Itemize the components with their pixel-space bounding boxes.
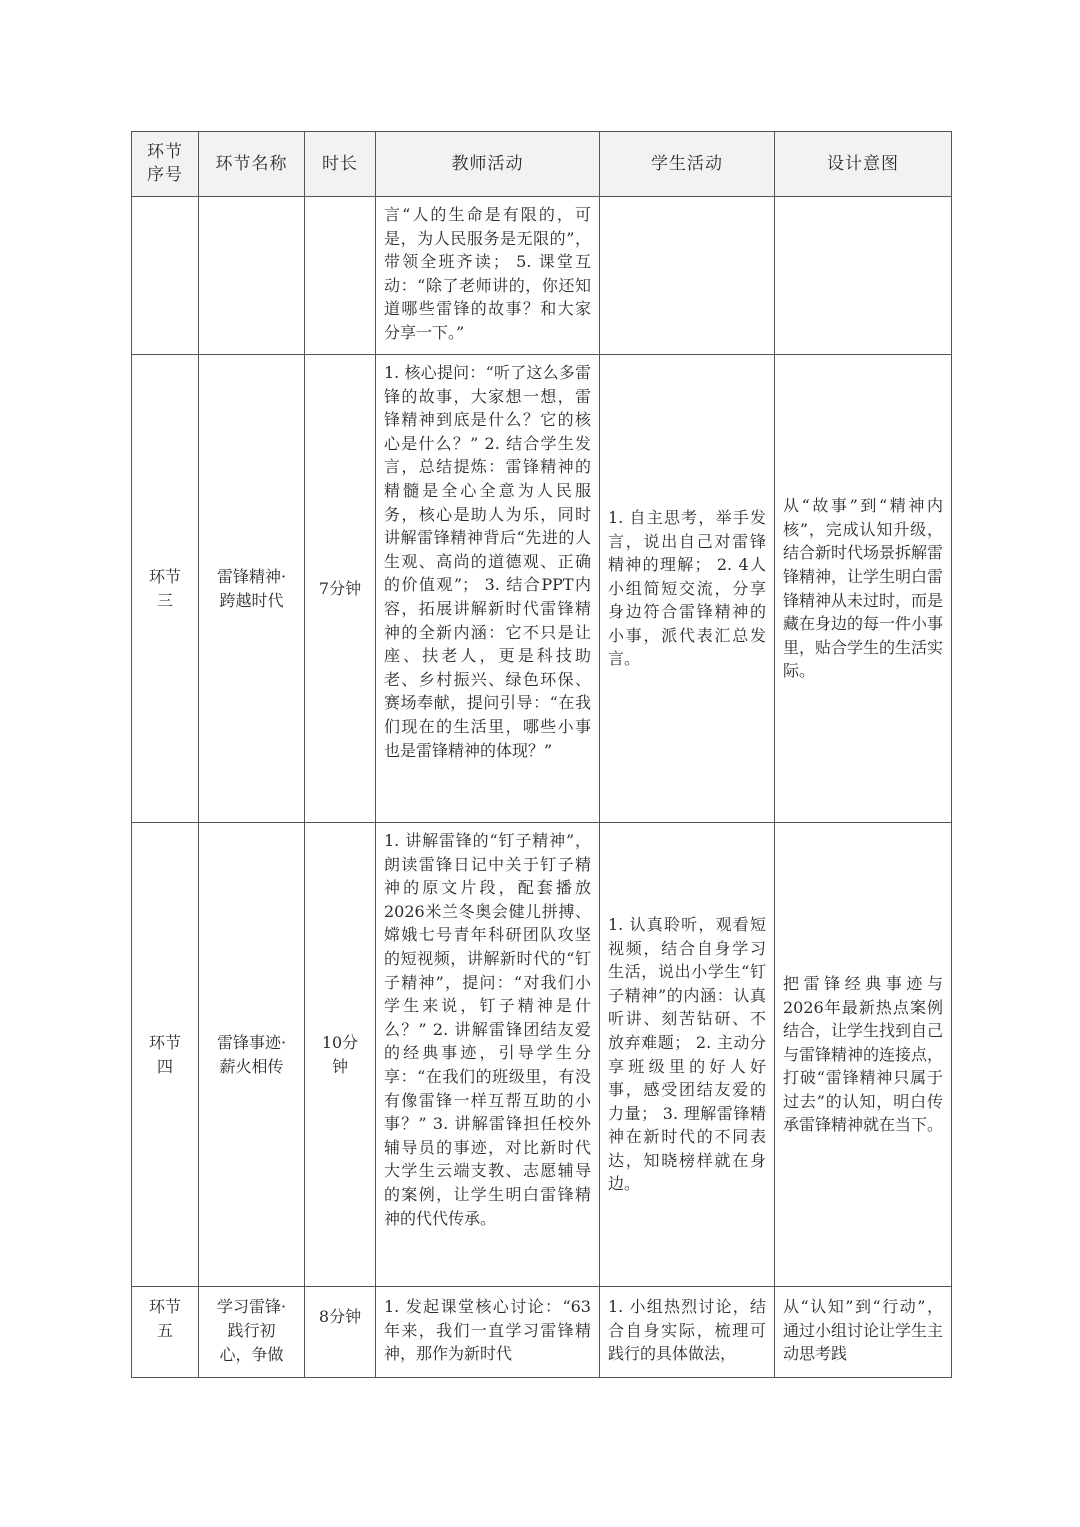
teacher-activity-cell [376, 197, 600, 355]
section-number-cell [132, 355, 199, 823]
duration-cell: 7分钟 [305, 355, 376, 823]
duration-text: 8分钟 [318, 1307, 362, 1326]
section-name-cell [199, 823, 305, 1287]
table-row [132, 823, 952, 1287]
design-intent-text: 从“认知”到“行动”，通过小组讨论让学生主动思考践 [783, 1297, 943, 1364]
section-name-text: 学习雷锋·践行初心，争做 [216, 1297, 287, 1364]
student-activity-cell: 1. 认真聆听，观看短视频，结合自身学习生活，说出小学生“钉子精神”的内涵：认真听讲、刻苦钻研、不放弃难题； 2. 主动分享班级里的好人好事，感受团结友爱的力量； 3. 理解雷锋精神在新时代的不同表达，知晓榜样就在身边。 [600, 823, 775, 1287]
section-name-text: 雷锋精神·跨越时代 [216, 566, 287, 610]
header-section-number: 环节序号 [132, 132, 199, 197]
teacher-activity-text: 1. 发起课堂核心讨论：“63年来，我们一直学习雷锋精神，那作为新时代 [384, 1297, 591, 1364]
duration-text: 10分钟 [321, 1032, 359, 1076]
teacher-activity-text: 1. 核心提问：“听了这么多雷锋的故事，大家想一想，雷锋精神到底是什么？它的核心是什么？” 2. 结合学生发言，总结提炼：雷锋精神的精髓是全心全意为人民服务，核心是助人为乐，同时讲解雷锋精神背后“先进的人生观、高尚的道德观、正确的价值观”； 3. 结合PPT内容，拓展讲解新时代雷锋精神的全新内涵：它不只是让座、扶老人，更是科技助老、乡村振兴、绿色环保、赛场奉献，提问引导：“在我们现在的生活里，哪些小事也是雷锋精神的体现？” [384, 363, 591, 760]
section-number-cell [132, 1287, 199, 1378]
table-header-row [132, 132, 952, 197]
student-activity-cell [600, 1287, 775, 1378]
student-activity-text: 1. 小组热烈讨论，结合自身实际，梳理可践行的具体做法， [608, 1297, 766, 1364]
design-intent-cell [775, 197, 952, 355]
header-duration: 时长 [305, 132, 376, 197]
header-section-name: 环节名称 [199, 132, 305, 197]
lesson-plan-table [131, 131, 952, 1378]
section-name-cell [199, 1287, 305, 1378]
teacher-activity-cell [376, 355, 600, 823]
section-number-cell [132, 823, 199, 1287]
duration-cell [305, 197, 376, 355]
teacher-activity-cell [376, 823, 600, 1287]
section-number-text: 环节五 [148, 1297, 181, 1340]
duration-cell [305, 823, 376, 1287]
teacher-activity-text: 1. 讲解雷锋的“钉子精神”，朗读雷锋日记中关于钉子精神的原文片段，配套播放2026米兰冬奥会健儿拼搏、嫦娥七号青年科研团队攻坚的短视频，讲解新时代的“钉子精神”，提问：“对我们小学生来说，钉子精神是什么？” 2. 讲解雷锋团结友爱的经典事迹，引导学生分享：“在我们的班级里，有没有像雷锋一样互帮互助的小事？” 3. 讲解雷锋担任校外辅导员的事迹，对比新时代大学生云端支教、志愿辅导的案例，让学生明白雷锋精神的代代传承。 [384, 831, 591, 1228]
section-number-cell [132, 197, 199, 355]
teacher-activity-cell [376, 1287, 600, 1378]
header-student-activity: 学生活动 [600, 132, 775, 197]
section-name-cell [199, 197, 305, 355]
section-name-text: 雷锋事迹·薪火相传 [216, 1032, 287, 1076]
duration-cell [305, 1287, 376, 1378]
section-name-cell [199, 355, 305, 823]
section-number-text: 环节四 [148, 1032, 181, 1076]
student-activity-cell: 1. 自主思考，举手发言，说出自己对雷锋精神的理解； 2. 4人小组简短交流，分享身边符合雷锋精神的小事，派代表汇总发言。 [600, 355, 775, 823]
student-activity-cell [600, 197, 775, 355]
table-row [132, 1287, 952, 1378]
teacher-activity-text: 言“人的生命是有限的，可是，为人民服务是无限的”，带领全班齐读； 5. 课堂互动：“除了老师讲的，你还知道哪些雷锋的故事？和大家分享一下。” [384, 205, 591, 342]
design-intent-cell: 从“故事”到“精神内核”，完成认知升级，结合新时代场景拆解雷锋精神，让学生明白雷锋精神从未过时，而是藏在身边的每一件小事里，贴合学生的生活实际。 [775, 355, 952, 823]
design-intent-cell: 把雷锋经典事迹与2026年最新热点案例结合，让学生找到自己与雷锋精神的连接点，打破“雷锋精神只属于过去”的认知，明白传承雷锋精神就在当下。 [775, 823, 952, 1287]
table-row [132, 197, 952, 355]
section-number-text: 环节三 [148, 566, 181, 610]
design-intent-cell [775, 1287, 952, 1378]
header-design-intent: 设计意图 [775, 132, 952, 197]
table-row [132, 355, 952, 823]
header-teacher-activity: 教师活动 [376, 132, 600, 197]
